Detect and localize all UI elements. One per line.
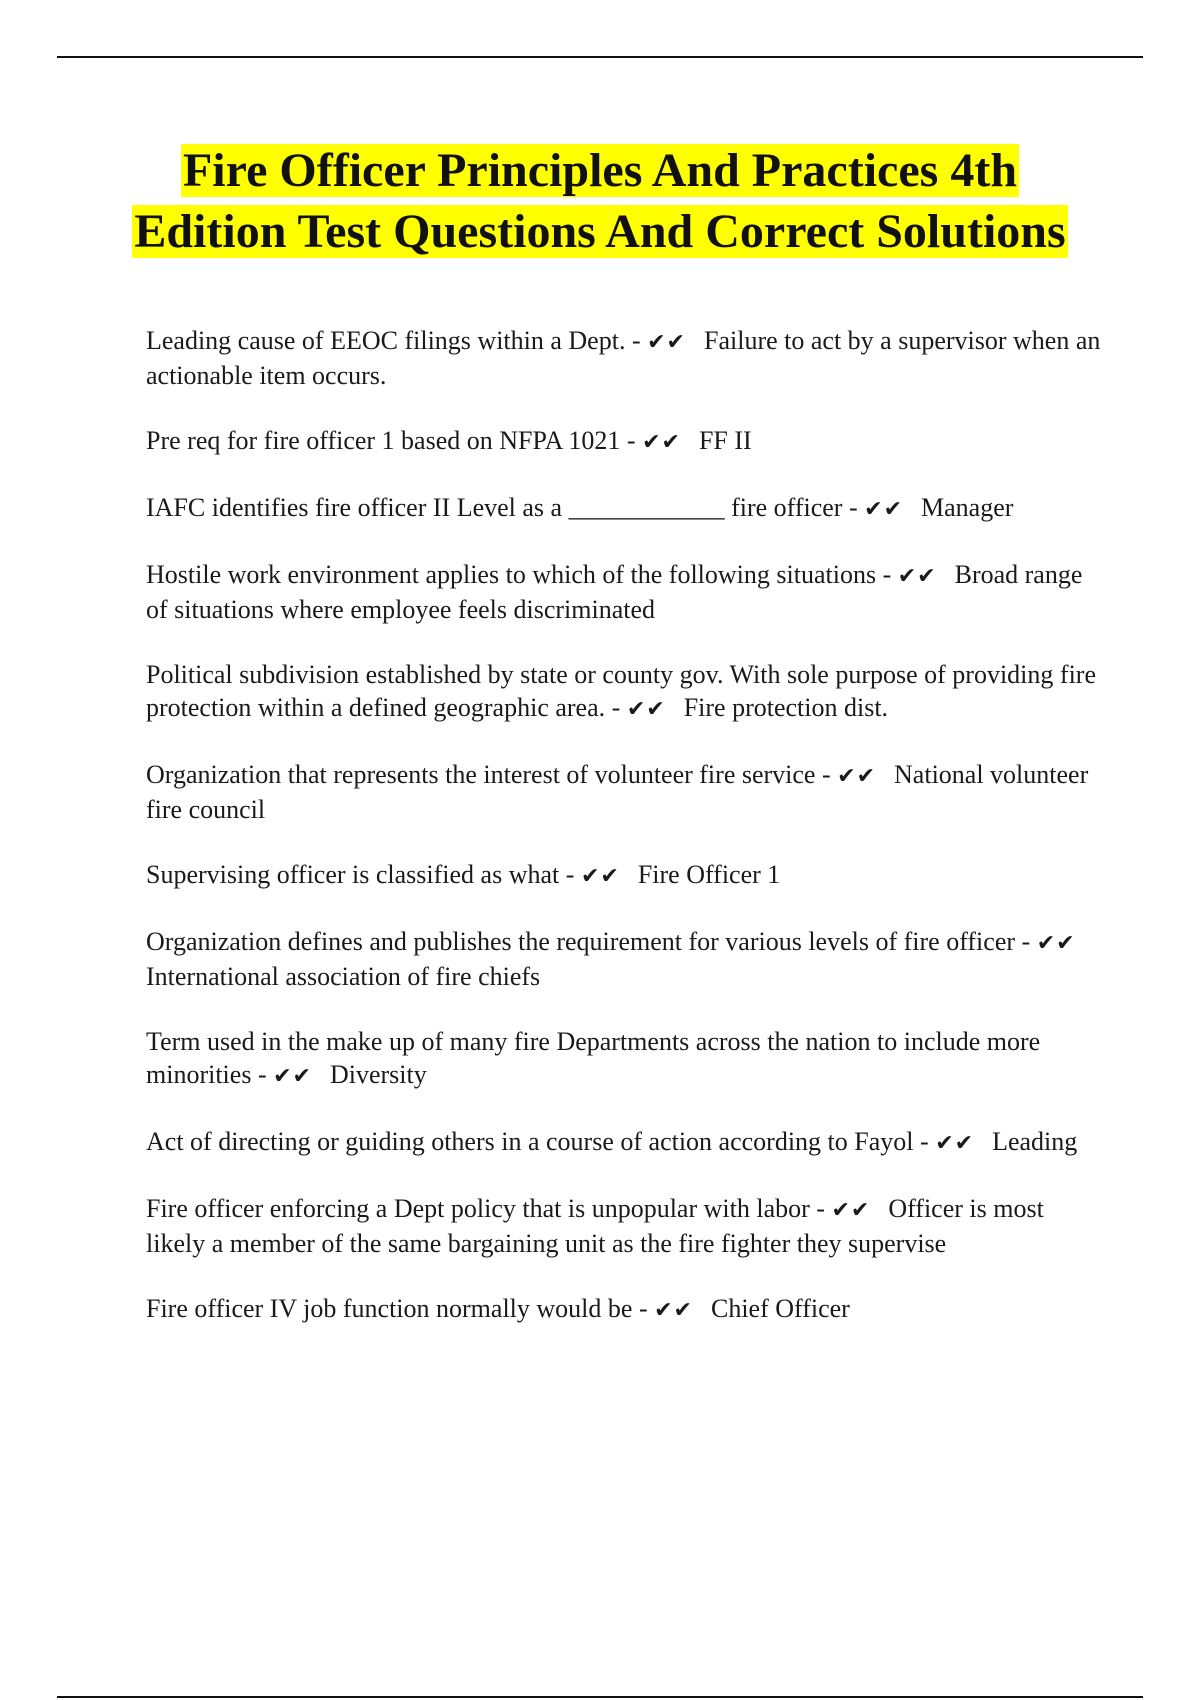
qa-item [146, 658, 1106, 726]
qa-item [146, 558, 1106, 626]
check-mark-icon: ✔✔ [626, 697, 666, 722]
answer-text: Officer is most likely a member of the same bargaining unit as the fire fighter they supervise [146, 1194, 1044, 1258]
separator: - [842, 493, 865, 522]
answer-text: Broad range of situations where employee feels discriminated [146, 560, 1083, 624]
check-mark-icon: ✔✔ [837, 764, 877, 789]
question-text: Leading cause of EEOC filings within a Dept. [146, 326, 626, 355]
separator: - [876, 560, 898, 589]
answer-text: Manager [921, 493, 1014, 522]
answer-text: Leading [992, 1127, 1078, 1156]
question-text: Supervising officer is classified as what [146, 860, 560, 889]
question-list [146, 324, 1106, 1359]
qa-item [146, 1025, 1106, 1093]
question-text: IAFC identifies fire officer II Level as a ____________ fire officer [146, 493, 843, 522]
check-mark-icon: ✔✔ [864, 497, 904, 522]
answer-text: National volunteer fire council [146, 760, 1089, 824]
separator: - [251, 1060, 274, 1089]
check-mark-icon: ✔✔ [935, 1131, 975, 1156]
question-text: Fire officer IV job function normally would be [146, 1294, 633, 1323]
separator: - [809, 1194, 832, 1223]
check-mark-icon: ✔✔ [647, 330, 686, 355]
qa-item [146, 758, 1106, 826]
question-text: Act of directing or guiding others in a course of action according to Fayol [146, 1127, 914, 1156]
answer-text: Diversity [329, 1060, 427, 1089]
check-mark-icon: ✔✔ [273, 1064, 312, 1089]
document-title: Fire Officer Principles And Practices 4th Edition Test Questions And Correct Solutions [134, 144, 1066, 258]
separator: - [605, 693, 627, 722]
separator: - [559, 860, 581, 889]
qa-item [146, 491, 1106, 526]
check-mark-icon: ✔✔ [654, 1298, 693, 1323]
qa-item [146, 1292, 1106, 1327]
answer-text: Chief Officer [710, 1294, 850, 1323]
answer-text: Failure to act by a supervisor when an actionable item occurs. [146, 326, 1101, 390]
check-mark-icon: ✔✔ [831, 1198, 871, 1223]
check-mark-icon: ✔✔ [642, 430, 681, 455]
header-rule [57, 56, 1143, 58]
question-text: Organization that represents the interest of volunteer fire service [146, 760, 816, 789]
answer-text: FF II [698, 426, 752, 455]
answer-text: Fire protection dist. [683, 693, 889, 722]
answer-text: International association of fire chiefs [146, 962, 541, 991]
qa-item [146, 858, 1106, 893]
question-text: Organization defines and publishes the requirement for various levels of fire officer [146, 927, 1016, 956]
check-mark-icon: ✔✔ [897, 564, 937, 589]
footer-rule [57, 1696, 1143, 1698]
qa-item [146, 424, 1106, 459]
qa-item [146, 1192, 1106, 1260]
check-mark-icon: ✔✔ [1036, 931, 1076, 956]
separator: - [913, 1127, 936, 1156]
question-text: Hostile work environment applies to which of the following situations [146, 560, 877, 589]
check-mark-icon: ✔✔ [580, 864, 620, 889]
qa-item [146, 1125, 1106, 1160]
separator: - [632, 1294, 655, 1323]
separator: - [1015, 927, 1037, 956]
qa-item [146, 324, 1106, 392]
question-text: Political subdivision established by state or county gov. With sole purpose of providing fire protection within a defined geographic area. [146, 660, 1096, 722]
qa-item [146, 925, 1106, 993]
question-text: Term used in the make up of many fire Departments across the nation to include more minorities [146, 1027, 1041, 1089]
question-text: Fire officer enforcing a Dept policy that is unpopular with labor [146, 1194, 810, 1223]
question-text: Pre req for fire officer 1 based on NFPA 1021 [146, 426, 621, 455]
separator: - [620, 426, 643, 455]
title-block [100, 140, 1100, 262]
answer-text: Fire Officer 1 [637, 860, 781, 889]
separator: - [625, 326, 648, 355]
separator: - [815, 760, 838, 789]
